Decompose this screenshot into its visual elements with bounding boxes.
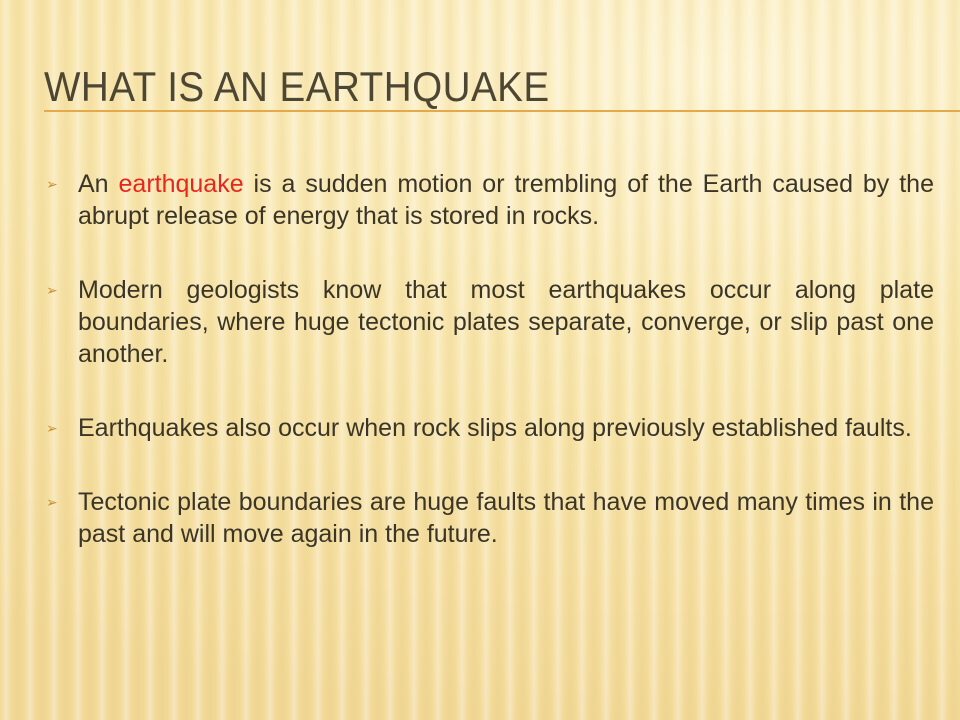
arrow-bullet-icon: ➢ bbox=[46, 494, 58, 510]
title-underline bbox=[44, 110, 960, 112]
bullet-text-after: is a sudden motion or trembling of the Earth caused by the abrupt release of energy that is stored in rocks. bbox=[78, 170, 934, 230]
bullet-item bbox=[46, 168, 934, 232]
highlighted-term: earthquake bbox=[118, 170, 244, 198]
bullet-text-before: An bbox=[78, 170, 119, 198]
bullet-text: Modern geologists know that most earthquakes occur along plate boundaries, where huge tectonic plates separate, converge, or slip past one another. bbox=[78, 276, 934, 368]
arrow-bullet-icon: ➢ bbox=[46, 176, 58, 192]
bullet-item bbox=[46, 486, 934, 550]
arrow-bullet-icon: ➢ bbox=[46, 282, 58, 298]
slide-title: WHAT IS AN EARTHQUAKE bbox=[44, 63, 550, 110]
arrow-bullet-icon: ➢ bbox=[46, 420, 58, 436]
bullet-text: Tectonic plate boundaries are huge faults that have moved many times in the past and will move again in the future. bbox=[78, 488, 934, 548]
bullet-text: Earthquakes also occur when rock slips along previously established faults. bbox=[78, 414, 912, 442]
bullet-item bbox=[46, 412, 934, 444]
bullet-item bbox=[46, 274, 934, 370]
bullet-list bbox=[46, 168, 934, 592]
